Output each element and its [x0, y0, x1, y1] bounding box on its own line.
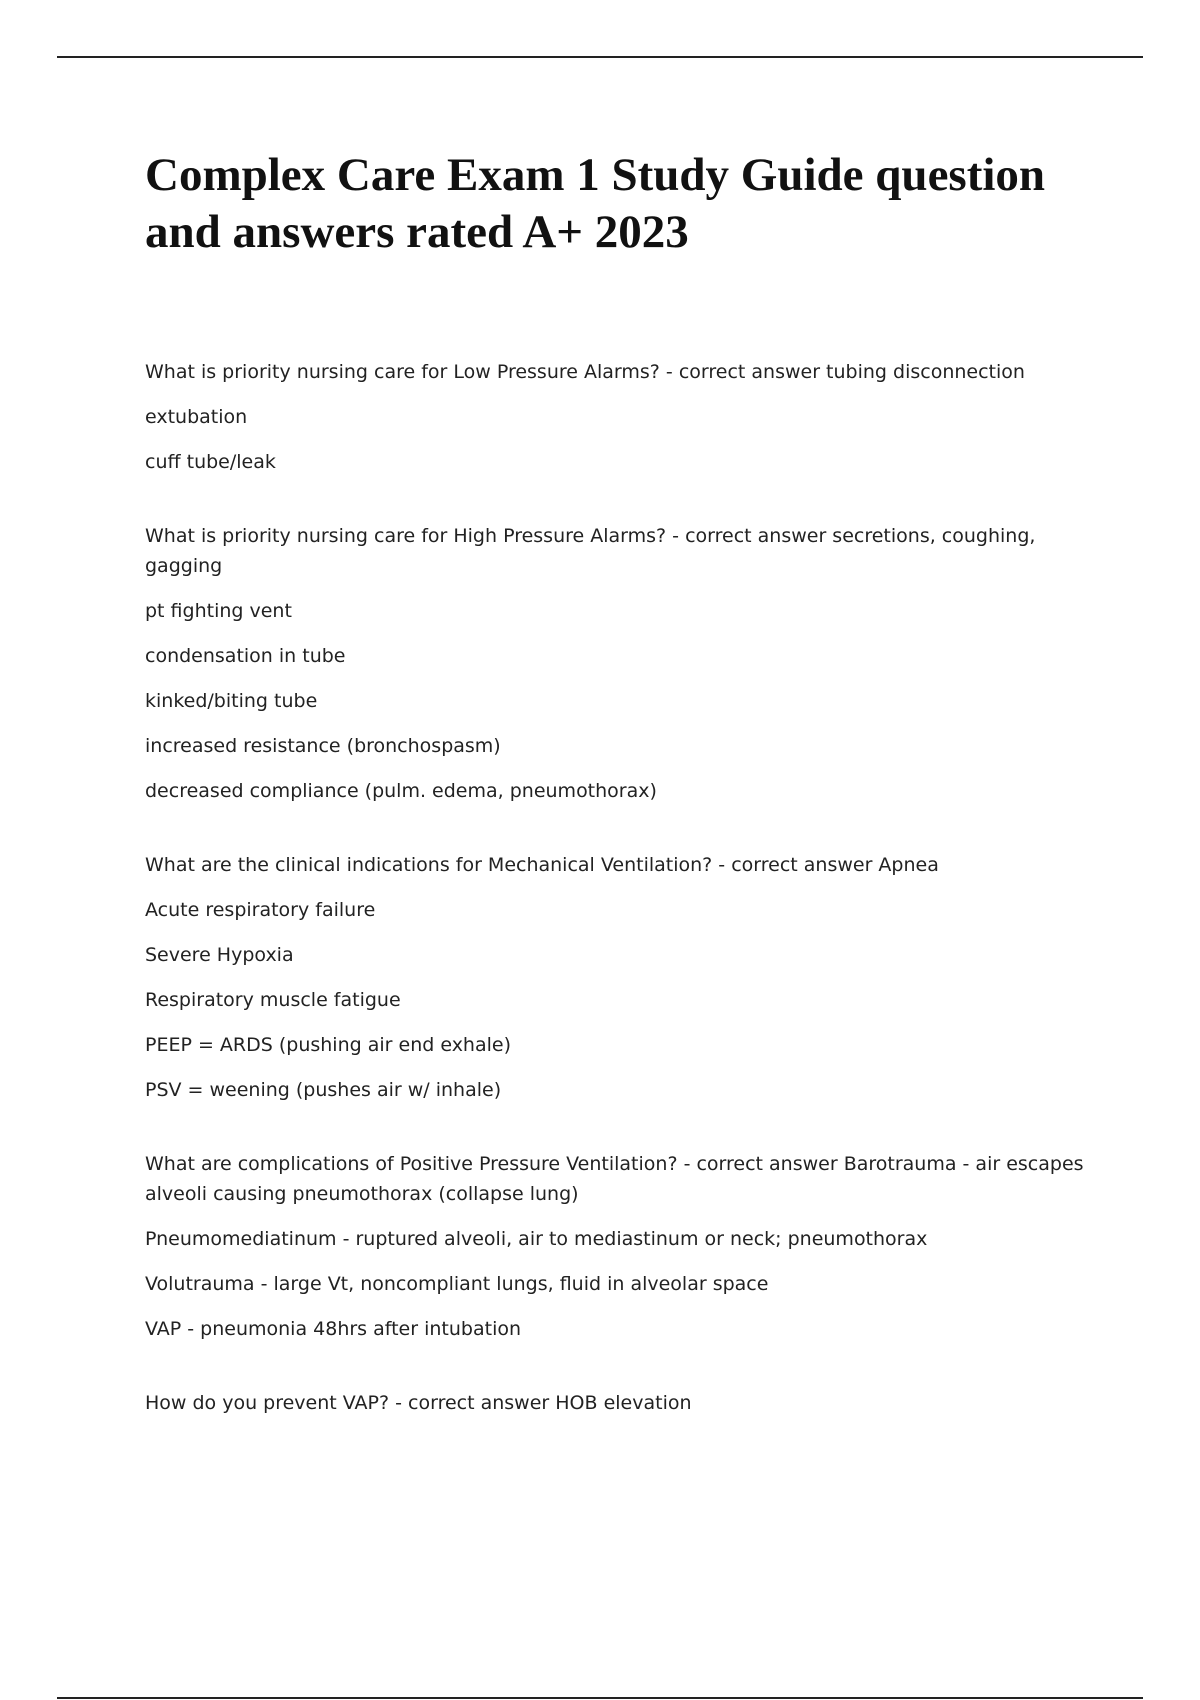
qa-item-low-pressure-alarms — [145, 357, 1095, 477]
qa-answer-line: Pneumomediatinum - ruptured alveoli, air to mediastinum or neck; pneumothorax — [145, 1228, 928, 1250]
footer-rule — [57, 1697, 1143, 1699]
qa-answer-line: PSV = weening (pushes air w/ inhale) — [145, 1079, 502, 1101]
qa-item-high-pressure-alarms — [145, 521, 1095, 806]
qa-item-prevent-vap — [145, 1388, 1095, 1418]
qa-answer-line: Volutrauma - large Vt, noncompliant lungs, fluid in alveolar space — [145, 1273, 769, 1295]
qa-answer-line: condensation in tube — [145, 645, 346, 667]
qa-answer-line: kinked/biting tube — [145, 690, 318, 712]
qa-answer-line: extubation — [145, 406, 248, 428]
qa-question-line: What are complications of Positive Pressure Ventilation? - correct answer Barotrauma - air escapes alveoli causing pneumothorax (collapse lung) — [145, 1153, 1084, 1205]
document-body — [145, 147, 1095, 1462]
qa-answer-line: cuff tube/leak — [145, 451, 276, 473]
qa-answer-line: Severe Hypoxia — [145, 944, 294, 966]
header-rule — [57, 56, 1143, 58]
qa-list — [145, 357, 1095, 1418]
qa-item-mechanical-ventilation — [145, 850, 1095, 1105]
qa-question-line: What is priority nursing care for High Pressure Alarms? - correct answer secretions, coughing, gagging — [145, 525, 1036, 577]
qa-question-line: What are the clinical indications for Mechanical Ventilation? - correct answer Apnea — [145, 854, 939, 876]
qa-answer-line: Acute respiratory failure — [145, 899, 376, 921]
qa-question-line: What is priority nursing care for Low Pressure Alarms? - correct answer tubing disconnection — [145, 361, 1025, 383]
document-title: Complex Care Exam 1 Study Guide question and answers rated A+ 2023 — [145, 149, 1046, 258]
qa-item-positive-pressure-ventilation — [145, 1149, 1095, 1344]
qa-answer-line: decreased compliance (pulm. edema, pneumothorax) — [145, 780, 657, 802]
qa-answer-line: pt fighting vent — [145, 600, 292, 622]
qa-question-line: How do you prevent VAP? - correct answer HOB elevation — [145, 1392, 692, 1414]
qa-answer-line: VAP - pneumonia 48hrs after intubation — [145, 1318, 522, 1340]
qa-answer-line: Respiratory muscle fatigue — [145, 989, 401, 1011]
qa-answer-line: PEEP = ARDS (pushing air end exhale) — [145, 1034, 512, 1056]
qa-answer-line: increased resistance (bronchospasm) — [145, 735, 501, 757]
